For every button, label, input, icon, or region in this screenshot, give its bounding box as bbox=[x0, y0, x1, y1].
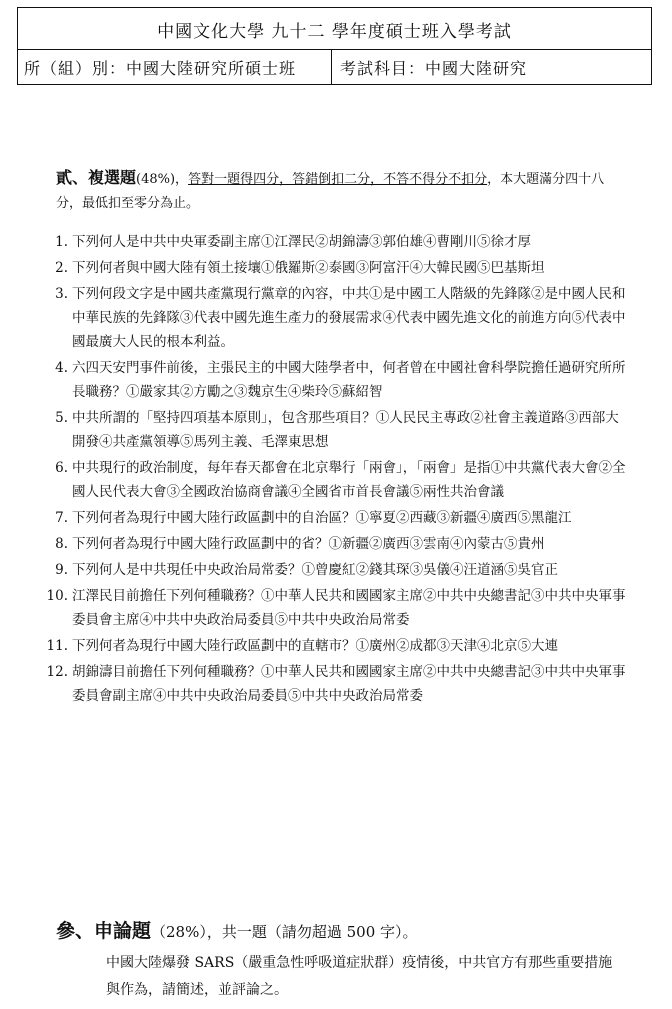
question-number: 12. bbox=[46, 664, 68, 680]
question-number: 2. bbox=[55, 260, 68, 276]
question-text: 下列何者為現行中國大陸行政區劃中的自治區？①寧夏②西藏③新疆④廣西⑤黑龍江 bbox=[72, 510, 572, 526]
section3-note: ，共一題（請勿超過 500 字）。 bbox=[206, 923, 418, 941]
question-text: 六四天安門事件前後，主張民主的中國大陸學者中，何者曾在中國社會科學院擔任過研究所所長職務？①嚴家其②方勵之③魏京生④柴玲⑤蘇紹智 bbox=[72, 360, 626, 400]
question-text: 下列何者與中國大陸有領土接壤①俄羅斯②泰國③阿富汗④大韓民國⑤巴基斯坦 bbox=[72, 260, 545, 276]
question-text: 中共所謂的「堅持四項基本原則」，包含那些項目？①人民民主專政②社會主義道路③西部大開發④共產黨領導⑤馬列主義、毛澤東思想 bbox=[72, 410, 619, 450]
question-number: 7. bbox=[55, 510, 68, 526]
question-item bbox=[46, 660, 628, 708]
subject-label: 考試科目： bbox=[340, 59, 426, 78]
question-number: 8. bbox=[55, 536, 68, 552]
question-item bbox=[46, 584, 628, 632]
department-label: 所（組）別： bbox=[24, 59, 127, 78]
question-item bbox=[46, 356, 628, 404]
question-text: 中共現行的政治制度，每年春天都會在北京舉行「兩會」，「兩會」是指①中共黨代表大會②全國人民代表大會③全國政治協商會議④全國省市首長會議⑤兩性共治會議 bbox=[72, 460, 626, 500]
question-number: 9. bbox=[55, 562, 68, 578]
section2-weight: (48%)， bbox=[136, 172, 189, 187]
question-item bbox=[46, 406, 628, 454]
question-text: 下列何人是中共中央軍委副主席①江澤民②胡錦濤③郭伯雄④曹剛川⑤徐才厚 bbox=[72, 234, 531, 250]
question-item bbox=[46, 634, 628, 658]
question-number: 6. bbox=[55, 460, 68, 476]
question-item bbox=[46, 532, 628, 556]
question-number: 5. bbox=[55, 410, 68, 426]
essay-question-text: 中國大陸爆發 SARS（嚴重急性呼吸道症狀群）疫情後，中共官方有那些重要措施與作為，請簡述，並評論之。 bbox=[106, 955, 613, 998]
question-item bbox=[46, 282, 628, 354]
question-text: 下列何者為現行中國大陸行政區劃中的直轄市？①廣州②成都③天津④北京⑤大連 bbox=[72, 638, 558, 654]
exam-info-row bbox=[18, 49, 651, 85]
question-number: 11. bbox=[46, 638, 68, 654]
question-number: 10. bbox=[46, 588, 68, 604]
section-essay-heading bbox=[56, 916, 418, 943]
question-list bbox=[46, 230, 628, 710]
department-field bbox=[24, 56, 296, 79]
section3-heading: 參、申論題 bbox=[56, 920, 152, 942]
subject-field bbox=[340, 56, 527, 79]
question-item bbox=[46, 506, 628, 530]
question-item bbox=[46, 456, 628, 504]
section3-weight: （28%） bbox=[151, 923, 207, 941]
question-text: 下列何段文字是中國共產黨現行黨章的內容，中共①是中國工人階級的先鋒隊②是中國人民和中華民族的先鋒隊③代表中國先進生產力的發展需求④代表中國先進文化的前進方向⑤代表中國最廣大人民的根本利益。 bbox=[72, 286, 626, 350]
question-number: 3. bbox=[55, 286, 68, 302]
question-number: 1. bbox=[55, 234, 68, 250]
question-item bbox=[46, 558, 628, 582]
subject-value: 中國大陸研究 bbox=[425, 59, 528, 78]
section2-rule-underlined: 答對一題得四分，答錯倒扣二分，不答不得分不扣分 bbox=[188, 172, 488, 187]
question-text: 江澤民目前擔任下列何種職務？①中華人民共和國國家主席②中共中央總書記③中共中央軍事委員會主席④中共中央政治局委員⑤中共中央政治局常委 bbox=[72, 588, 626, 628]
exam-title: 中國文化大學 九十二 學年度碩士班入學考試 bbox=[157, 22, 512, 42]
exam-header-box bbox=[17, 7, 652, 85]
question-number: 4. bbox=[55, 360, 68, 376]
department-value: 中國大陸研究所碩士班 bbox=[126, 59, 297, 78]
section2-heading: 貳、複選題 bbox=[56, 168, 137, 187]
question-item bbox=[46, 256, 628, 280]
question-text: 胡錦濤目前擔任下列何種職務？①中華人民共和國國家主席②中共中央總書記③中共中央軍事委員會副主席④中共中央政治局委員⑤中共中央政治局常委 bbox=[72, 664, 626, 704]
section-multiple-choice-intro bbox=[56, 166, 616, 216]
question-text: 下列何者為現行中國大陸行政區劃中的省？①新疆②廣西③雲南④內蒙古⑤貴州 bbox=[72, 536, 545, 552]
header-divider bbox=[331, 50, 332, 85]
question-item bbox=[46, 230, 628, 254]
section2-rule-tail: ，本大題滿分四十八分，最低扣至零分為止。 bbox=[56, 172, 605, 211]
question-text: 下列何人是中共現任中央政治局常委？①曾慶紅②錢其琛③吳儀④汪道涵⑤吳官正 bbox=[72, 562, 558, 578]
